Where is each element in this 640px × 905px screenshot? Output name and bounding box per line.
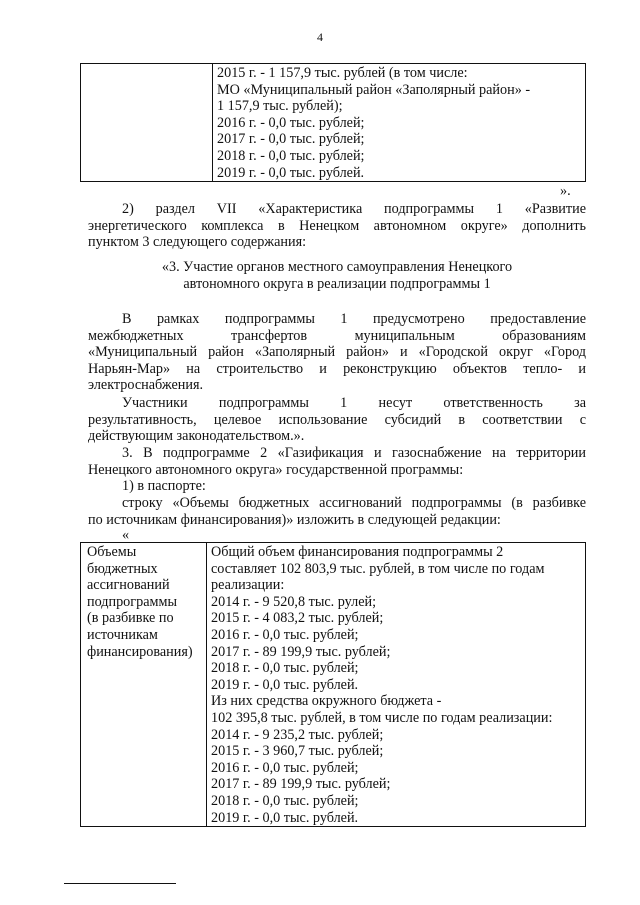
left-cell-line: подпрограммы bbox=[87, 593, 177, 610]
top-table-line: 2016 г. - 0,0 тыс. рублей; bbox=[217, 114, 365, 131]
paragraph-line: «Муниципальный район «Заполярный район» и «Городской округ «Город bbox=[88, 344, 586, 361]
right-cell-line: 2019 г. - 0,0 тыс. рублей. bbox=[211, 676, 359, 693]
right-cell-line: 2017 г. - 89 199,9 тыс. рублей; bbox=[211, 643, 391, 660]
top-table-line: 2017 г. - 0,0 тыс. рублей; bbox=[217, 131, 365, 148]
paragraph-line: электроснабжения. bbox=[88, 377, 204, 394]
item-2-paragraph bbox=[88, 201, 586, 251]
right-cell-line: 102 395,8 тыс. рублей, в том числе по годам реализации: bbox=[211, 709, 553, 726]
footnote-divider bbox=[64, 883, 176, 884]
right-cell-line: 2015 г. - 3 960,7 тыс. рублей; bbox=[211, 743, 384, 760]
item-3-2 bbox=[88, 495, 586, 528]
left-cell-line: источникам bbox=[87, 626, 158, 643]
paragraph-1 bbox=[88, 311, 586, 394]
right-cell-line: 2014 г. - 9 520,8 тыс. рулей; bbox=[211, 593, 377, 610]
right-cell-line: составляет 102 803,9 тыс. рублей, в том числе по годам bbox=[211, 560, 545, 577]
opening-quote: « bbox=[122, 527, 130, 543]
top-table-line: 2015 г. - 1 157,9 тыс. рублей (в том числе: bbox=[217, 65, 468, 81]
paragraph-line: 3. В подпрограмме 2 «Газификация и газоснабжение на территории bbox=[122, 445, 586, 461]
paragraph-line: Ненецкого автономного округа» государственной программы: bbox=[88, 461, 464, 478]
paragraph-line: межбюджетных трансфертов муниципальным образованиям bbox=[88, 327, 586, 344]
top-table-left-cell bbox=[81, 64, 213, 182]
right-cell-line: 2016 г. - 0,0 тыс. рублей; bbox=[211, 759, 359, 776]
right-cell-line: 2018 г. - 0,0 тыс. рублей; bbox=[211, 660, 359, 677]
paragraph-line: пунктом 3 следующего содержания: bbox=[88, 234, 307, 251]
right-cell-line: 2019 г. - 0,0 тыс. рублей. bbox=[211, 809, 359, 826]
paragraph-line: Участники подпрограммы 1 несут ответственность за bbox=[122, 395, 586, 411]
paragraph-line: по источникам финансирования)» изложить в следующей редакции: bbox=[88, 511, 501, 528]
right-cell-line: 2018 г. - 0,0 тыс. рублей; bbox=[211, 792, 359, 809]
right-cell-line: реализации: bbox=[211, 577, 285, 594]
closing-quote: ». bbox=[560, 183, 571, 199]
top-table-line: 1 157,9 тыс. рублей); bbox=[217, 98, 343, 115]
paragraph-line: 2) раздел VII «Характеристика подпрограммы 1 «Развитие bbox=[122, 201, 586, 217]
paragraph-line: действующим законодательством.». bbox=[88, 428, 305, 445]
left-cell-line: (в разбивке по bbox=[87, 610, 174, 627]
page-number: 4 bbox=[317, 30, 323, 44]
top-table bbox=[80, 63, 586, 182]
right-cell-line: 2015 г. - 4 083,2 тыс. рублей; bbox=[211, 610, 384, 627]
right-cell-line: Общий объем финансирования подпрограммы 2 bbox=[211, 544, 504, 560]
item-3-1 bbox=[88, 478, 586, 495]
right-cell-line: 2014 г. - 9 235,2 тыс. рублей; bbox=[211, 726, 384, 743]
paragraph-line: Нарьян-Мар» на строительство и реконструкцию объектов тепло- и bbox=[88, 360, 586, 377]
paragraph-line: В рамках подпрограммы 1 предусмотрено предоставление bbox=[122, 311, 586, 327]
left-cell-line: Объемы bbox=[87, 544, 137, 560]
bottom-table-left-cell bbox=[81, 543, 207, 827]
paragraph-line: 1) в паспорте: bbox=[122, 478, 206, 494]
paragraph-2 bbox=[88, 395, 586, 445]
right-cell-line: 2016 г. - 0,0 тыс. рублей; bbox=[211, 626, 359, 643]
paragraph-line: результативность, целевое использование субсидий в соответствии с bbox=[88, 411, 586, 428]
top-table-line: 2018 г. - 0,0 тыс. рублей; bbox=[217, 147, 365, 164]
bottom-table bbox=[80, 542, 586, 827]
right-cell-line: Из них средства окружного бюджета - bbox=[211, 693, 442, 710]
item-3-paragraph bbox=[88, 445, 586, 478]
left-cell-line: ассигнований bbox=[87, 577, 170, 594]
left-cell-line: финансирования) bbox=[87, 643, 193, 660]
top-table-right-cell bbox=[213, 64, 586, 182]
top-table-line: МО «Муниципальный район «Заполярный район» - bbox=[217, 81, 531, 98]
section-heading bbox=[88, 259, 586, 292]
heading-line: автономного округа в реализации подпрограммы 1 bbox=[183, 275, 491, 292]
paragraph-line: энергетического комплекса в Ненецком автономном округе» дополнить bbox=[88, 217, 586, 234]
left-cell-line: бюджетных bbox=[87, 560, 158, 577]
bottom-table-right-cell bbox=[207, 543, 586, 827]
paragraph-line: строку «Объемы бюджетных ассигнований подпрограммы (в разбивке bbox=[122, 495, 586, 511]
right-cell-line: 2017 г. - 89 199,9 тыс. рублей; bbox=[211, 776, 391, 793]
heading-line: «3. Участие органов местного самоуправления Ненецкого bbox=[161, 259, 513, 275]
top-table-line: 2019 г. - 0,0 тыс. рублей. bbox=[217, 164, 365, 181]
